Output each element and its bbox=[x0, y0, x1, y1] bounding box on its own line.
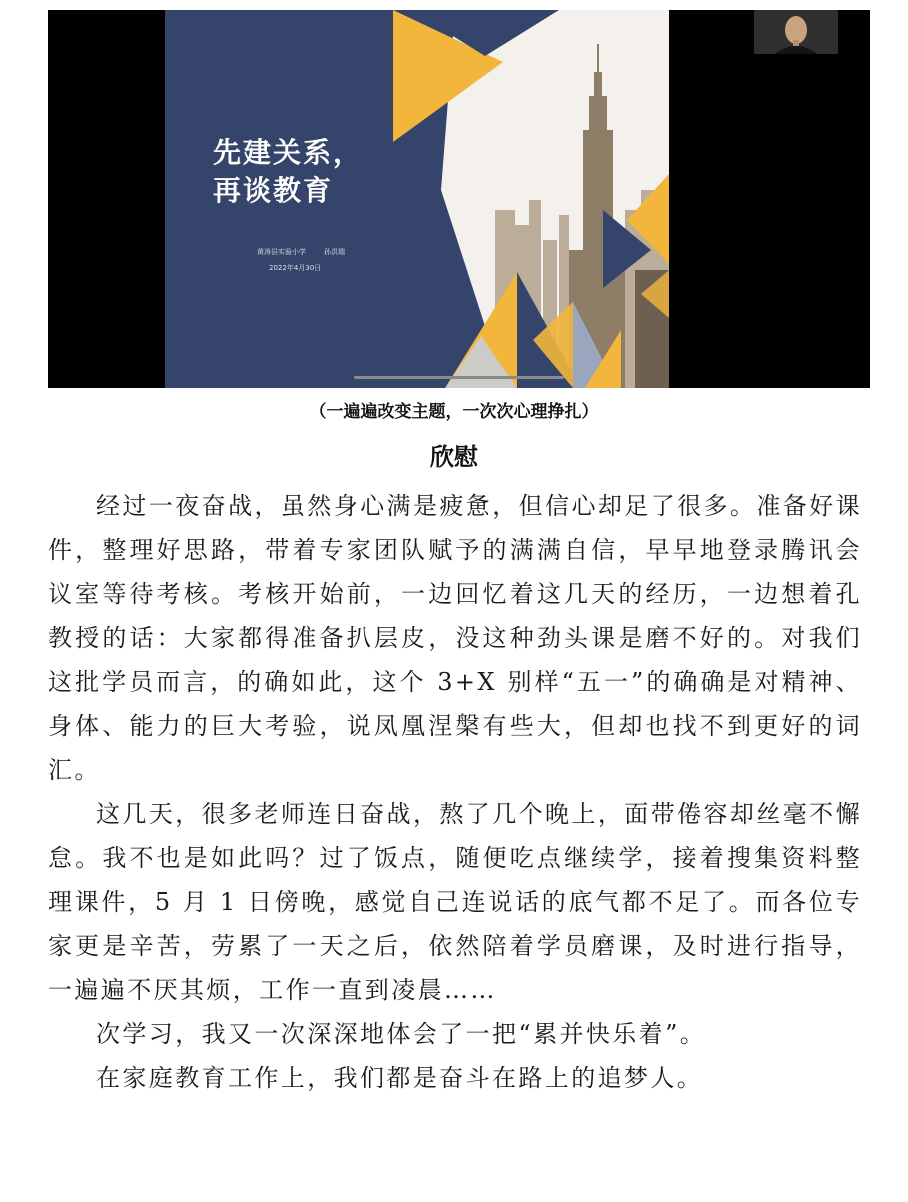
slide-title-line-2: 再谈教育 bbox=[213, 174, 334, 207]
presenter-portrait bbox=[754, 10, 838, 54]
image-caption: （一遍遍改变主题，一次次心理挣扎） bbox=[309, 402, 599, 422]
video-progress-bar[interactable] bbox=[354, 376, 564, 379]
slide-school: 黄涛县实验小学 bbox=[257, 248, 306, 256]
paragraph: 这几天，很多老师连日奋战，熬了几个晚上，面带倦容却丝毫不懈怠。我不也是如此吗？过了饭点，随便吃点继续学，接着搜集资料整理课件，5 月 1 日傍晚，感觉自己连说话的底气都不足了。而各位专家更是辛苦，劳累了一天之后，依然陪着学员磨课，及时进行指导，一遍遍不厌其烦，工作一直到凌晨…… bbox=[48, 800, 862, 1004]
slide-date: 2022年4月30日 bbox=[269, 264, 322, 272]
video-screenshot bbox=[48, 10, 870, 388]
paragraph: 在家庭教育工作上，我们都是奋斗在路上的追梦人。 bbox=[96, 1064, 704, 1092]
slide-title bbox=[213, 134, 363, 210]
slide-meta bbox=[257, 244, 345, 276]
presentation-slide bbox=[165, 10, 669, 388]
paragraph: 次学习，我又一次深深地体会了一把“累并快乐着”。 bbox=[96, 1020, 707, 1048]
article-body bbox=[48, 484, 862, 1100]
section-heading: 欣慰 bbox=[430, 443, 478, 471]
paragraph: 经过一夜奋战，虽然身心满是疲惫，但信心却足了很多。准备好课件，整理好思路，带着专家团队赋予的满满自信，早早地登录腾讯会议室等待考核。考核开始前，一边回忆着这几天的经历，一边想着孔教授的话：大家都得准备扒层皮，没这种劲头课是磨不好的。对我们这批学员而言，的确如此，这个 3+X 别样“五一”的确确是对精神、身体、能力的巨大考验，说凤凰涅槃有些大，但却也找不到更好的词汇。 bbox=[48, 492, 862, 784]
slide-title-line-1: 先建关系， bbox=[213, 136, 364, 169]
presenter-camera-thumbnail bbox=[754, 10, 838, 54]
slide-author: 孙洪瑞 bbox=[324, 248, 345, 256]
